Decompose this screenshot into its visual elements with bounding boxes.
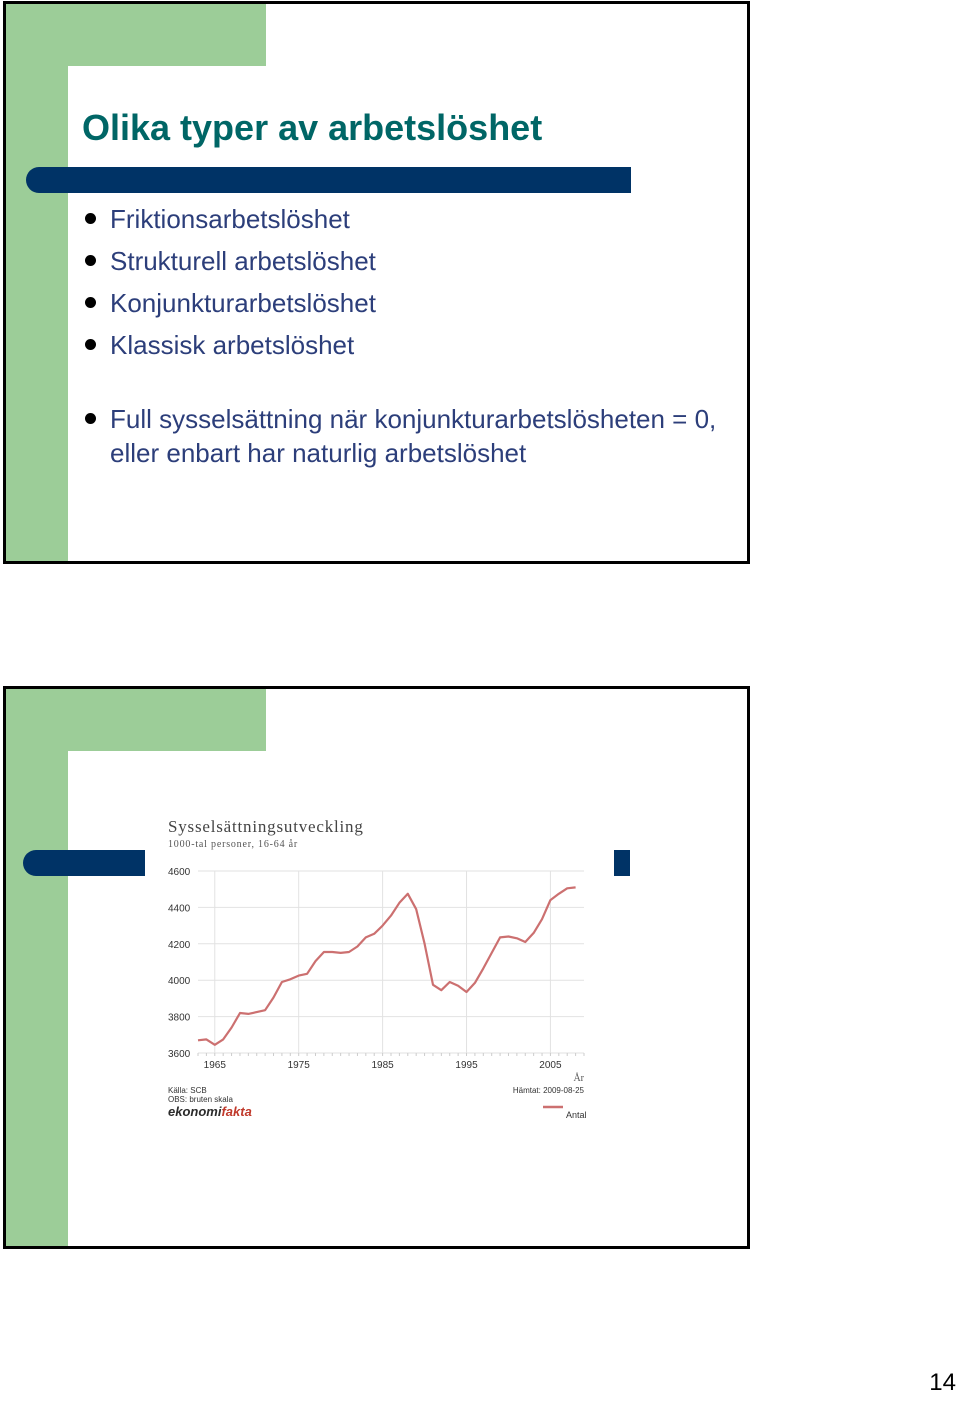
slide-2 — [3, 686, 750, 1249]
series-line-antal — [198, 887, 576, 1044]
page-number: 14 — [929, 1369, 956, 1396]
y-tick-label: 3800 — [168, 1012, 191, 1024]
bullet-item: Full sysselsättning när konjunkturarbetslösheten = 0, eller enbart har naturlig arbetslöshet — [82, 402, 727, 470]
bullet-dot-icon — [85, 339, 96, 350]
y-tick-label: 4200 — [168, 939, 191, 951]
retrieved-date: Hämtat: 2009-08-25 — [512, 1086, 584, 1095]
x-tick-label: 1965 — [203, 1060, 226, 1071]
slide-1 — [3, 1, 750, 564]
slide-title: Olika typer av arbetslöshet — [82, 107, 543, 148]
bullet-dot-icon — [85, 213, 96, 224]
y-tick-label: 4600 — [168, 867, 191, 878]
y-tick-label: 4000 — [168, 976, 191, 988]
bullet-dot-icon — [85, 255, 96, 266]
ekonomifakta-logo: ekonomifakta — [168, 1104, 252, 1119]
bullet-item: Klassisk arbetslöshet — [82, 328, 727, 362]
y-tick-label: 4400 — [168, 903, 191, 915]
scale-note: OBS: bruten skala — [168, 1095, 233, 1104]
y-tick-label: 3600 — [168, 1049, 191, 1060]
bullet-item: Friktionsarbetslöshet — [82, 202, 727, 236]
chart-subtitle: 1000-tal personer, 16-64 år — [168, 839, 299, 850]
x-tick-label: 1985 — [371, 1060, 394, 1071]
x-axis-label: År — [573, 1073, 584, 1084]
green-side-strip — [6, 4, 68, 561]
x-tick-label: 1995 — [455, 1060, 478, 1071]
employment-chart — [6, 689, 747, 1246]
bullet-list — [82, 202, 727, 478]
title-underline-bar — [26, 167, 631, 193]
x-tick-label: 2005 — [539, 1060, 562, 1071]
x-tick-label: 1975 — [287, 1060, 310, 1071]
bullet-dot-icon — [85, 297, 96, 308]
bullet-item: Konjunkturarbetslöshet — [82, 286, 727, 320]
source-label: Källa: SCB — [168, 1086, 207, 1095]
chart-title: Sysselsättningsutveckling — [168, 817, 364, 836]
bullet-dot-icon — [85, 413, 96, 424]
bullet-item: Strukturell arbetslöshet — [82, 244, 727, 278]
legend-label-antal: Antal — [566, 1110, 587, 1120]
